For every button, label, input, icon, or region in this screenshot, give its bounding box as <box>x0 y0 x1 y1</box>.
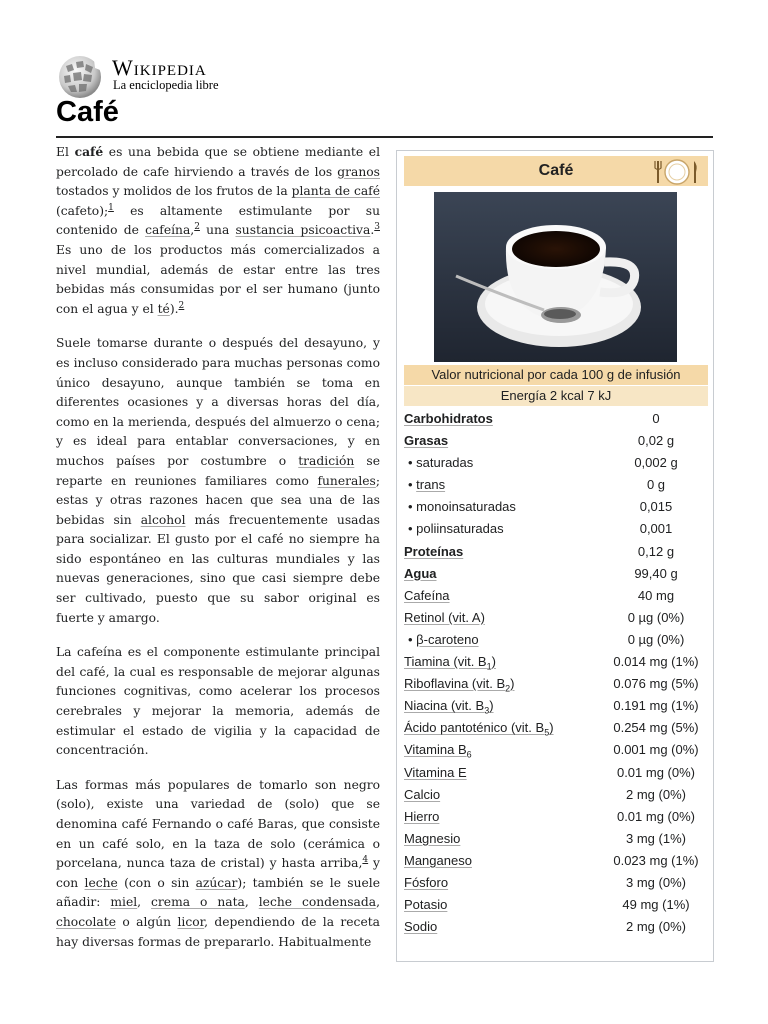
nutrient-label <box>404 408 493 430</box>
nutrient-label <box>404 496 516 518</box>
subscript: 6 <box>466 750 472 760</box>
nutrient-name[interactable]: Magnesio <box>404 830 461 846</box>
link-azucar[interactable]: azúcar <box>195 875 238 890</box>
nutrient-value: 3 mg (0%) <box>626 874 686 890</box>
link-granos[interactable]: granos <box>337 164 380 179</box>
link-crema-o-nata[interactable]: crema o nata <box>151 895 245 910</box>
nutrient-value: 0 <box>652 411 660 426</box>
nutrition-row <box>404 916 708 938</box>
nutrient-label <box>404 806 439 828</box>
nutrient-label <box>404 784 440 806</box>
nutrient-name[interactable]: Calcio <box>404 786 441 802</box>
nutrient-value: 3 mg (1%) <box>626 830 686 846</box>
nutrient-name[interactable]: Agua <box>404 565 437 581</box>
nutrient-name[interactable]: Retinol (vit. A) <box>404 609 485 625</box>
nutrient-label <box>404 518 504 540</box>
nutrient-value: 0 µg (0%) <box>627 631 685 647</box>
paragraph-consumo <box>56 334 380 628</box>
text: . <box>370 223 375 238</box>
nutrient-label <box>404 452 473 474</box>
nutrient-value: 0.254 mg (5%) <box>613 720 699 736</box>
energy-row: Energía 2 kcal 7 kJ <box>404 386 708 406</box>
text: o algún <box>115 914 178 929</box>
paragraph-cafeina: La cafeína es el componente estimulante principal del café, la cual es responsable de mejorar algunas funciones cognitivas, como acelerar los procesos cerebrales y mejorar la memoria, además de estimular el estado de vigilia y la capacidad de concentración. <box>56 645 380 758</box>
nutrient-value: 0 µg (0%) <box>627 609 685 625</box>
bullet: • <box>408 521 417 537</box>
text: ); también se le suele añadir: <box>56 875 380 910</box>
link-leche-condensada[interactable]: leche condensada <box>258 895 377 910</box>
nutrient-value: 0 g <box>646 477 666 493</box>
nutrient-label <box>404 916 437 938</box>
bold-term: café <box>74 144 104 159</box>
reference-2b[interactable]: 2 <box>178 300 185 311</box>
bullet: • <box>408 499 417 515</box>
text: , <box>190 223 195 238</box>
text: , <box>244 895 259 910</box>
wikipedia-wordmark[interactable]: Wikipedia <box>112 55 207 80</box>
wikipedia-tagline: La enciclopedia libre <box>113 78 219 92</box>
paragraph-formas <box>56 776 380 952</box>
nutrition-row <box>404 585 708 607</box>
nutrition-row <box>404 452 708 474</box>
link-miel[interactable]: miel <box>110 895 138 910</box>
page-title: Café <box>56 96 119 128</box>
text: tostados y molidos de los frutos de la <box>56 184 292 199</box>
subscript: 1 <box>486 661 492 672</box>
nutrient-name[interactable]: Hierro <box>404 808 440 824</box>
text: (con o sin <box>117 875 196 890</box>
link-sustancia-psicoactiva[interactable]: sustancia psicoactiva <box>235 223 371 238</box>
article-body <box>56 142 380 967</box>
nutrition-row <box>404 430 708 452</box>
bullet: • <box>408 477 417 493</box>
nutrient-label <box>404 762 467 784</box>
nutrient-value: 0.023 mg (1%) <box>613 852 699 868</box>
nutrient-label <box>404 894 447 916</box>
nutrient-value: 0.076 mg (5%) <box>613 676 699 692</box>
text: y con <box>56 856 381 890</box>
text: más frecuentemente usadas para socializar. El gusto por el café no siempre ha sido espontáneo en las culturas mundiales y las nuevas generaciones, sino que casi siempre debe ser cultivado, puesto que su sabor original es fuerte y amargo. <box>56 512 380 625</box>
nutrient-value: 0.014 mg (1%) <box>613 654 699 670</box>
nutrition-row <box>404 762 708 784</box>
text: una <box>199 223 236 238</box>
nutrition-row <box>404 739 708 761</box>
nutrient-label <box>404 872 448 894</box>
nutrient-name: monoinsaturadas <box>416 499 516 515</box>
reference-2[interactable]: 2 <box>194 222 200 233</box>
nutrient-name[interactable]: Vitamina $B_6$ <box>404 742 472 760</box>
nutrition-row <box>404 518 708 540</box>
text: ). <box>169 301 179 316</box>
subscript: 2 <box>505 683 511 694</box>
nutrient-name[interactable]: Potasio <box>404 897 448 913</box>
nutrition-row <box>404 828 708 850</box>
nutrient-name[interactable]: Manganeso <box>404 852 472 868</box>
text: se reparte en reuniones familiares como <box>56 453 381 488</box>
nutrient-name[interactable]: Carbohidratos <box>404 411 493 426</box>
subscript: 5 <box>544 727 550 738</box>
nutrient-value: 0,02 g <box>637 433 675 449</box>
nutrient-value: 0.191 mg (1%) <box>613 698 699 714</box>
link-te[interactable]: té <box>157 301 170 316</box>
reference-4[interactable]: 4 <box>362 855 369 866</box>
text: ; estas y otras razones hacen que sea una de las bebidas sin <box>56 473 380 527</box>
nutrition-caption: Valor nutricional por cada 100 g de infusión <box>404 365 708 385</box>
infobox <box>396 150 714 962</box>
nutrient-value: 99,40 g <box>634 565 678 581</box>
nutrient-name[interactable]: Riboflavina (vit. $B_2$) <box>404 676 515 694</box>
nutrient-label <box>404 828 460 850</box>
nutrition-row <box>404 629 708 651</box>
link-chocolate[interactable]: chocolate <box>56 914 116 929</box>
nutrient-value: 0,001 <box>639 521 673 537</box>
nutrition-row <box>404 408 708 430</box>
nutrition-row <box>404 673 708 695</box>
nutrient-value: 0,015 <box>639 499 673 515</box>
nutrient-name[interactable]: Proteínas <box>404 543 464 559</box>
plate-cutlery-icon <box>654 159 700 185</box>
nutrient-name[interactable]: β-caroteno <box>416 631 479 647</box>
nutrient-label <box>404 563 437 585</box>
bullet: • <box>408 631 417 647</box>
nutrition-row <box>404 474 708 496</box>
nutrient-value: 0.01 mg (0%) <box>616 808 696 824</box>
link-cafeina[interactable]: cafeína <box>145 223 191 238</box>
nutrient-name[interactable]: Sodio <box>404 919 438 935</box>
text: es una bebida que se obtiene mediante el percolado de cafe hirviendo a través de los <box>56 145 381 179</box>
nutrient-name[interactable]: Tiamina (vit. $B_1$) <box>404 654 496 672</box>
nutrient-label <box>404 474 445 496</box>
subscript: 3 <box>484 705 490 716</box>
nutrition-row <box>404 850 708 872</box>
nutrient-name[interactable]: Fósforo <box>404 874 449 890</box>
nutrition-row <box>404 717 708 739</box>
link-alcohol[interactable]: alcohol <box>140 512 186 527</box>
text: es altamente estimulante por su contenido de <box>56 203 380 238</box>
title-divider <box>56 136 713 138</box>
nutrient-label <box>404 850 472 872</box>
nutrition-row <box>404 872 708 894</box>
link-licor[interactable]: licor <box>177 914 205 929</box>
nutrition-row <box>404 607 708 629</box>
nutrient-value: 2 mg (0%) <box>626 786 686 802</box>
link-planta-de-cafe[interactable]: planta de café <box>291 184 381 199</box>
text: , dependiendo de la receta hay diversas formas de prepararlo. Habitualmente <box>56 914 380 949</box>
nutrient-value: 49 mg (1%) <box>622 897 690 913</box>
nutrient-value: 2 mg (0%) <box>626 919 686 935</box>
nutrient-value: 0,12 g <box>637 543 675 559</box>
nutrition-row <box>404 894 708 916</box>
text: , <box>376 895 381 910</box>
text: (cafeto); <box>56 203 109 218</box>
infobox-title: Café <box>538 162 574 179</box>
nutrient-label <box>404 585 450 607</box>
nutrient-label <box>404 541 463 563</box>
nutrient-name[interactable]: Ácido pantoténico (vit. $B_5$) <box>404 720 554 738</box>
nutrient-value: 0.01 mg (0%) <box>616 764 696 780</box>
nutrition-row <box>404 541 708 563</box>
text: Suele tomarse durante o después del desayuno, y es incluso considerado para muchas personas como único desayuno, aunque también se toma en diferentes ocasiones y a diversas horas del día, como en la merienda, después del almuerzo o cena; y es ideal para entablar conversaciones, y en muchos países por costumbre o <box>56 336 380 468</box>
nutrient-name[interactable]: Niacina (vit. $B_3$) <box>404 698 494 716</box>
nutrition-row <box>404 806 708 828</box>
nutrition-row <box>404 563 708 585</box>
site-header <box>56 52 716 98</box>
reference-3[interactable]: 3 <box>374 222 380 233</box>
nutrition-row <box>404 695 708 717</box>
text: , <box>137 895 152 910</box>
wikipedia-globe-logo[interactable] <box>56 54 104 100</box>
text: El <box>56 145 75 159</box>
coffee-cup-drawing <box>434 192 677 362</box>
nutrient-name[interactable]: Vitamina E <box>404 764 467 780</box>
link-leche[interactable]: leche <box>84 875 118 890</box>
text: Es uno de los productos más comercializados a nivel mundial, además de estar entre las tres bebidas más consumidas por el ser humano (junto con el agua y el <box>56 242 380 316</box>
nutrient-name: poliinsaturadas <box>416 521 504 537</box>
nutrition-row <box>404 496 708 518</box>
text: Las formas más populares de tomarlo son negro (solo), existe una variedad de (solo) que se denomina café Fernando o café Baras, que consiste en un café solo, en la taza de solo (cerámica o porcelana, nunca taza de cristal) y hasta arriba, <box>56 777 380 871</box>
nutrient-name[interactable]: trans <box>416 477 446 493</box>
nutrient-name[interactable]: Grasas <box>404 433 449 449</box>
nutrient-name[interactable]: Cafeína <box>404 587 450 603</box>
nutrient-label <box>404 430 448 452</box>
nutrition-row <box>404 784 708 806</box>
paragraph-intro <box>56 142 380 319</box>
nutrition-row <box>404 651 708 673</box>
nutrient-name: saturadas <box>416 455 474 471</box>
bullet: • <box>408 455 417 471</box>
coffee-cup-image[interactable] <box>434 192 677 362</box>
nutrient-label <box>404 607 485 629</box>
infobox-header <box>404 156 708 186</box>
nutrition-table <box>404 408 708 938</box>
nutrient-value: 40 mg <box>637 587 675 603</box>
nutrient-value: 0,002 g <box>634 455 678 471</box>
link-funerales[interactable]: funerales <box>317 473 376 488</box>
reference-1[interactable]: 1 <box>108 202 114 213</box>
nutrient-label <box>404 629 479 651</box>
nutrient-value: 0.001 mg (0%) <box>613 742 699 758</box>
link-tradicion[interactable]: tradición <box>298 453 355 468</box>
